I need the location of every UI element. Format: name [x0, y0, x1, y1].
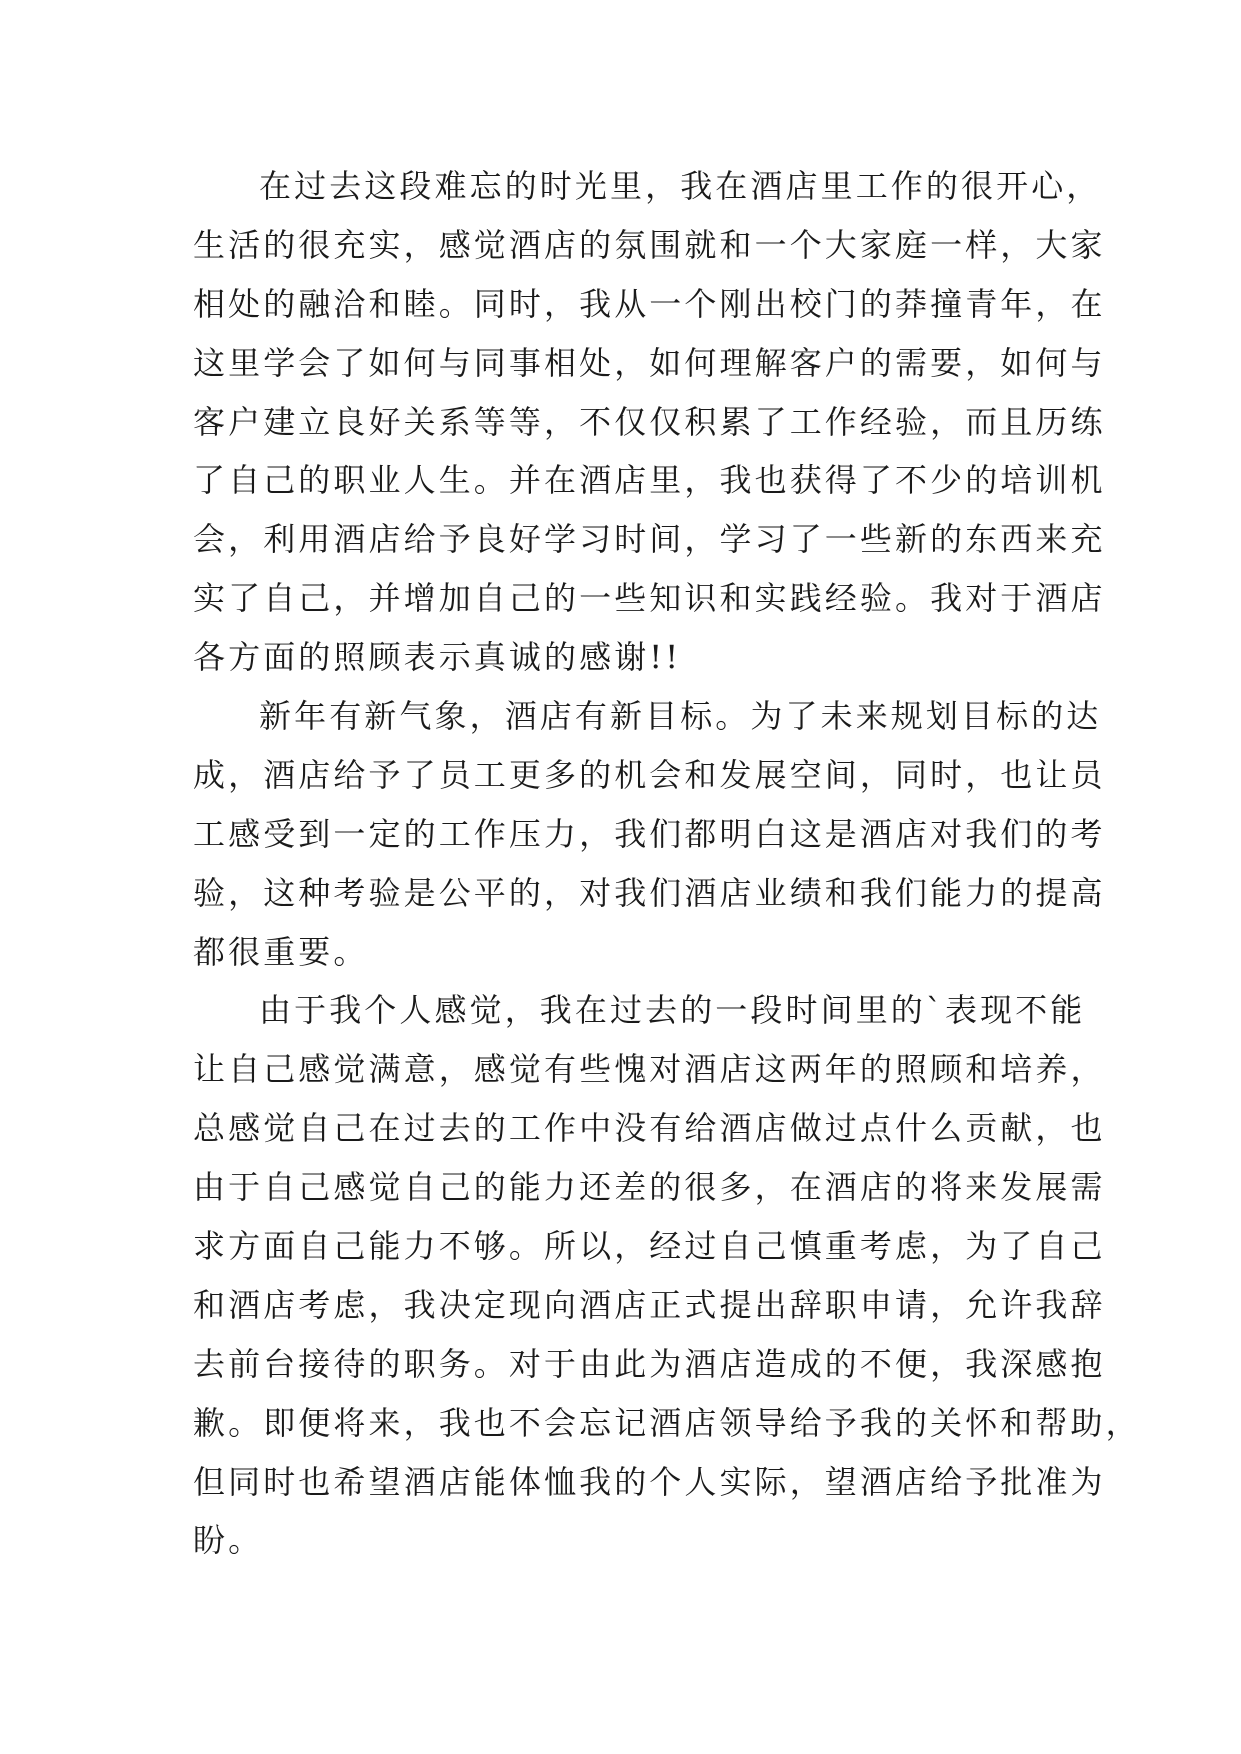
text-line: 由于自己感觉自己的能力还差的很多，在酒店的将来发展需	[193, 1168, 1106, 1207]
text-line: 各方面的照顾表示真诚的感谢!!	[193, 638, 682, 677]
paragraph-1	[193, 157, 1106, 687]
text-line: 盼。	[193, 1521, 264, 1560]
text-line: 歉。即便将来，我也不会忘记酒店领导给予我的关怀和帮助，	[193, 1403, 1141, 1442]
text-line: 但同时也希望酒店能体恤我的个人实际，望酒店给予批准为	[193, 1462, 1106, 1501]
text-line: 生活的很充实，感觉酒店的氛围就和一个大家庭一样，大家	[193, 225, 1106, 264]
text-line: 新年有新气象，酒店有新目标。为了未来规划目标的达	[259, 697, 1102, 736]
text-line: 去前台接待的职务。对于由此为酒店造成的不便，我深感抱	[193, 1344, 1106, 1383]
text-line: 在过去这段难忘的时光里，我在酒店里工作的很开心，	[259, 167, 1102, 205]
text-line: 了自己的职业人生。并在酒店里，我也获得了不少的培训机	[193, 461, 1106, 500]
text-line: 和酒店考虑，我决定现向酒店正式提出辞职申请，允许我辞	[193, 1285, 1106, 1324]
text-line: 这里学会了如何与同事相处，如何理解客户的需要，如何与	[193, 343, 1106, 382]
text-line: 会，利用酒店给予良好学习时间，学习了一些新的东西来充	[193, 520, 1106, 559]
text-line: 总感觉自己在过去的工作中没有给酒店做过点什么贡献，也	[193, 1109, 1106, 1148]
text-line: 实了自己，并增加自己的一些知识和实践经验。我对于酒店	[193, 579, 1106, 618]
text-line: 工感受到一定的工作压力，我们都明白这是酒店对我们的考	[193, 814, 1106, 853]
text-line: 由于我个人感觉，我在过去的一段时间里的`表现不能	[259, 991, 1086, 1030]
text-line: 相处的融洽和睦。同时，我从一个刚出校门的莽撞青年，在	[193, 284, 1106, 323]
text-line: 求方面自己能力不够。所以，经过自己慎重考虑，为了自己	[193, 1227, 1106, 1266]
paragraph-3	[193, 981, 1141, 1570]
paragraph-2	[193, 687, 1106, 981]
text-line: 都很重要。	[193, 932, 369, 971]
text-line: 成，酒店给予了员工更多的机会和发展空间，同时，也让员	[193, 755, 1106, 794]
text-line: 让自己感觉满意，感觉有些愧对酒店这两年的照顾和培养，	[193, 1050, 1106, 1089]
document-body	[193, 157, 1141, 1570]
text-line: 验，这种考验是公平的，对我们酒店业绩和我们能力的提高	[193, 873, 1106, 912]
text-line: 客户建立良好关系等等，不仅仅积累了工作经验，而且历练	[193, 402, 1106, 441]
